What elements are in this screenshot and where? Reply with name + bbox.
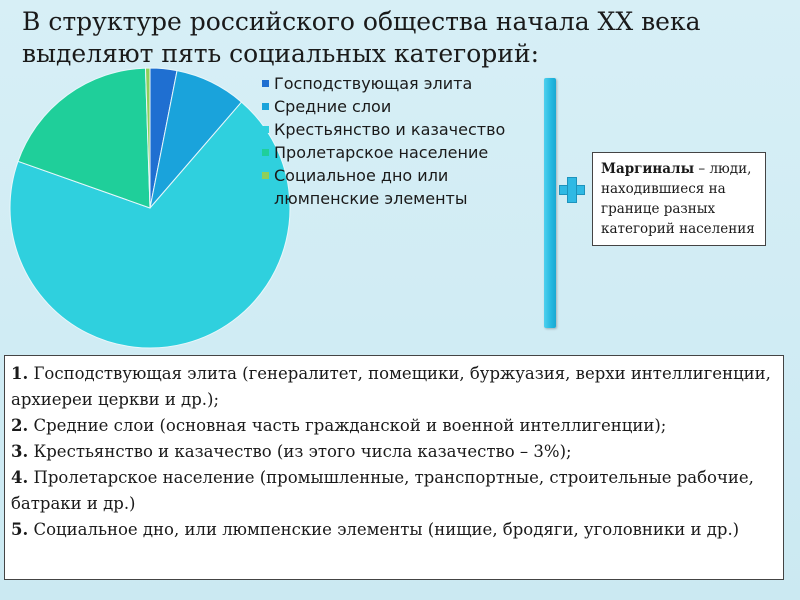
category-item [11, 413, 777, 439]
legend-swatch [262, 149, 269, 156]
pie-chart [0, 60, 300, 360]
category-text: Господствующая элита (генералитет, помещики, буржуазия, верхи интеллигенции, архиереи церкви и др.); [11, 364, 771, 409]
legend-item-elite [262, 72, 532, 95]
legend-label: Пролетарское население [274, 143, 489, 162]
legend-swatch [262, 172, 269, 179]
legend-item-underclass [262, 164, 532, 210]
category-item [11, 361, 777, 413]
divider-bar [544, 78, 556, 328]
legend-label: Господствующая элита [274, 74, 473, 93]
category-text: Крестьянство и казачество (из этого числа казачество – 3%); [28, 442, 572, 461]
legend-swatch [262, 103, 269, 110]
category-item [11, 465, 777, 517]
plus-icon [559, 177, 585, 203]
slide-title: В структуре российского общества начала XX века выделяют пять социальных категорий: [22, 7, 701, 68]
category-text: Пролетарское население (промышленные, транспортные, строительные рабочие, батраки и др.) [11, 468, 754, 513]
category-number: 1. [11, 364, 29, 383]
category-number: 2. [11, 416, 29, 435]
categories-description [4, 355, 784, 580]
legend-label: Крестьянство и казачество [274, 120, 506, 139]
category-text: Социальное дно, или люмпенские элементы (нищие, бродяги, уголовники и др.) [28, 520, 740, 539]
marginals-text: – люди, находившиеся на границе разных категорий населения [601, 161, 755, 237]
category-item [11, 439, 777, 465]
legend-item-peasants [262, 118, 532, 141]
legend-label: Средние слои [274, 97, 392, 116]
legend-item-middle [262, 95, 532, 118]
marginals-term: Маргиналы [601, 161, 695, 177]
chart-legend [262, 72, 532, 210]
category-item [11, 517, 777, 543]
legend-label-cont: люмпенские элементы [274, 189, 468, 208]
category-number: 4. [11, 468, 29, 487]
category-text: Средние слои (основная часть гражданской и военной интеллигенции); [28, 416, 667, 435]
category-number: 3. [11, 442, 29, 461]
legend-swatch [262, 80, 269, 87]
legend-item-proletariat [262, 141, 532, 164]
legend-label: Социальное дно или [274, 166, 449, 185]
category-number: 5. [11, 520, 29, 539]
marginals-box [592, 152, 766, 246]
legend-swatch [262, 126, 269, 133]
